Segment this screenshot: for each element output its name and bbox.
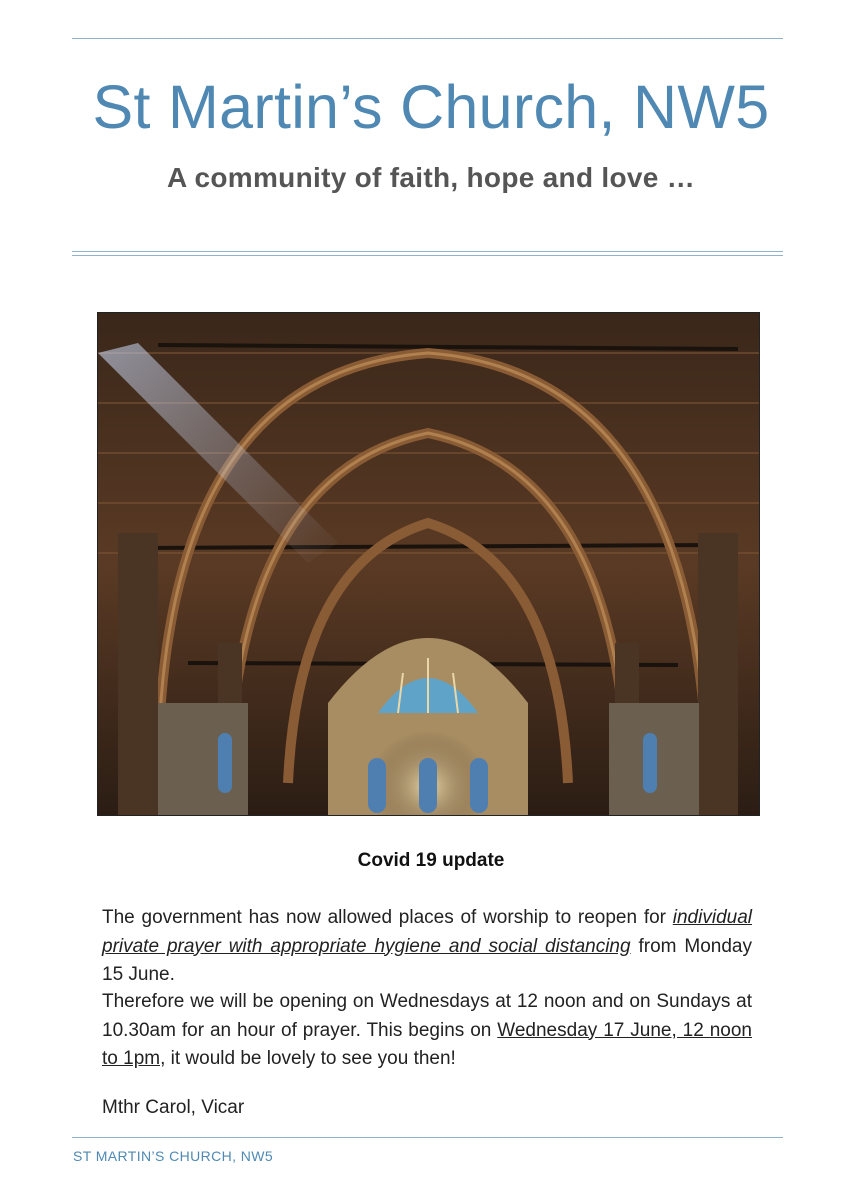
header-divider-lower [72, 255, 783, 256]
footer-divider [72, 1137, 783, 1138]
notice-heading: Covid 19 update [357, 850, 505, 871]
top-divider [72, 38, 783, 39]
paragraph-1-text-b: from Monday 15 June. [102, 935, 752, 985]
notice-paragraph-2 [102, 988, 752, 1074]
paragraph-2-text-a: Therefore we will be opening on Wednesdays at 12 noon and on Sundays at 10.30am for an hour of prayer. This begins on [102, 991, 752, 1041]
header-divider-upper [72, 251, 783, 252]
church-interior-photo [97, 312, 760, 816]
footer-text: ST MARTIN’S CHURCH, NW5 [73, 1148, 274, 1164]
prayer-guidance-emphasis: individual private prayer with appropriate hygiene and social distancing [102, 907, 752, 957]
paragraph-1-text-a: The government has now allowed places of worship to reopen for [102, 907, 673, 928]
page-subtitle: A community of faith, hope and love … [166, 162, 696, 193]
notice-paragraph-1 [102, 904, 752, 990]
paragraph-2-text-b: it would be lovely to see you then! [165, 1048, 456, 1069]
page-title: St Martin’s Church, NW5 [92, 73, 770, 141]
opening-date-emphasis: Wednesday 17 June, 12 noon to 1pm, [102, 1019, 752, 1069]
signature: Mthr Carol, Vicar [102, 1097, 245, 1118]
